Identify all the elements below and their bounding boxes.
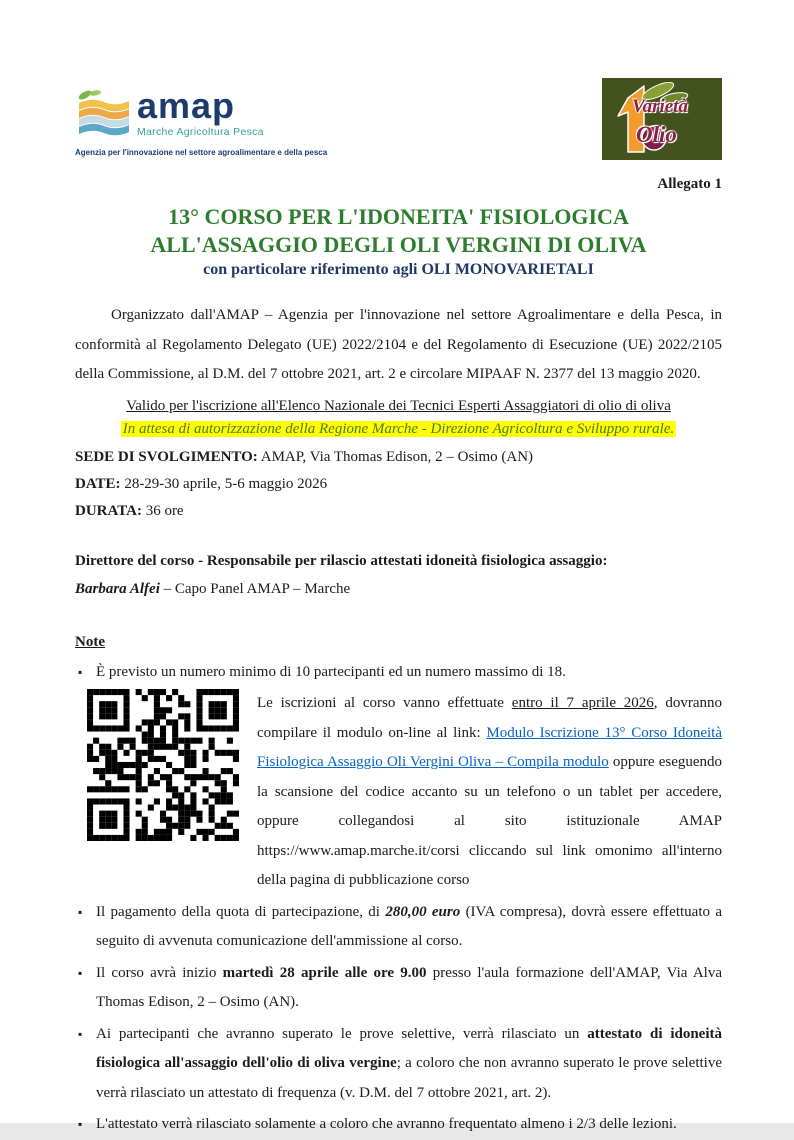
allegato-label: Allegato 1 <box>657 176 722 192</box>
director-role: – Capo Panel AMAP – Marche <box>159 580 351 597</box>
title-block <box>75 203 722 281</box>
list-item: ▪ Il pagamento della quota di partecipazione, di 280,00 euro (IVA compresa), dovrà essere effettuato a seguito di avvenuta comunicazione dell'ammissione al corso. <box>75 898 722 957</box>
director-heading: Direttore del corso - Responsabile per rilascio attestati idoneità fisiologica assaggio: <box>75 552 608 569</box>
varieta-logo-word1: Varietà <box>632 96 688 117</box>
course-subtitle: con particolare riferimento agli OLI MONOVARIETALI <box>203 261 594 278</box>
venue-label: SEDE DI SVOLGIMENTO: <box>75 448 258 465</box>
amap-waves-icon <box>75 88 131 142</box>
varieta-olio-logo <box>602 78 722 160</box>
amap-logo-tagline: Agenzia per l'innovazione nel settore agroalimentare e della pesca <box>75 148 328 157</box>
list-item: ▪ È previsto un numero minimo di 10 partecipanti ed un numero massimo di 18. <box>75 658 722 688</box>
dates-value: 28-29-30 aprile, 5-6 maggio 2026 <box>120 475 328 492</box>
notes-list <box>75 658 722 1140</box>
venue-value: AMAP, Via Thomas Edison, 2 – Osimo (AN) <box>257 448 534 465</box>
registration-paragraph: Le iscrizioni al corso vanno effettuate entro il 7 aprile 2026, dovranno compilare il modulo on-line al link: Modulo Iscrizione 13° Corso Idoneità Fisiologica Assaggio Oli Vergini Oliva – Compila modulo oppure eseguendo la scansione del codice accanto su un telefono o un tablet per accedere, oppure collegandosi al sito istituzionale AMAP https://www.amap.marche.it/corsi cliccando sul link omonimo all'interno della pagina di pubblicazione corso <box>257 695 723 888</box>
course-title-line2: ALL'ASSAGGIO DEGLI OLI VERGINI DI OLIVA <box>150 232 647 257</box>
varieta-logo-word2: Olio <box>636 122 677 147</box>
amap-logo <box>75 85 345 157</box>
director-name: Barbara Alfei <box>75 580 160 597</box>
duration-value: 36 ore <box>141 502 184 519</box>
duration-line <box>75 498 722 525</box>
intro-paragraph: Organizzato dall'AMAP – Agenzia per l'innovazione nel settore Agroalimentare e della Pesca, in conformità al Regolamento Delegato (UE) 2022/2104 e del Regolamento di Esecuzione (UE) 2022/2105 della Commissione, al D.M. del 7 ottobre 2021, art. 2 e circolare MIPAAF N. 2377 del 13 maggio 2020. <box>75 307 722 382</box>
registration-block <box>87 689 722 896</box>
list-item: ▪ Il corso avrà inizio martedì 28 aprile alle ore 9.00 presso l'aula formazione dell'AMAP, Via Alva Thomas Edison, 2 – Osimo (AN). <box>75 959 722 1018</box>
director-section <box>75 547 722 603</box>
pending-authorization-line <box>75 418 722 441</box>
pending-authorization-text: In attesa di autorizzazione della Regione Marche - Direzione Agricoltura e Sviluppo rurale. <box>122 420 675 437</box>
list-item: ▪ L'attestato verrà rilasciato solamente a coloro che avranno frequentato almeno i 2/3 delle lezioni. <box>75 1110 722 1140</box>
amap-wordmark: amap <box>137 85 236 126</box>
course-details <box>75 444 722 525</box>
duration-label: DURATA: <box>75 502 142 519</box>
notes-heading: Note <box>75 633 105 650</box>
header <box>75 70 722 193</box>
registration-form-link[interactable]: Modulo Iscrizione 13° Corso Idoneità Fisiologica Assaggio Oli Vergini Oliva – Compila modulo <box>257 724 722 770</box>
validity-text: Valido per l'iscrizione all'Elenco Nazionale dei Tecnici Esperti Assaggiatori di olio di oliva <box>126 397 671 414</box>
venue-line <box>75 444 722 471</box>
list-item: ▪ Ai partecipanti che avranno superato le prove selettive, verrà rilasciato un attestato di idoneità fisiologica all'assaggio dell'olio di oliva vergine; a coloro che non avranno superato le prove selettive verrà rilasciato un attestato di frequenza (v. D.M. del 7 ottobre 2021, art. 2). <box>75 1020 722 1109</box>
validity-line <box>75 395 722 418</box>
dates-label: DATE: <box>75 475 121 492</box>
qr-code <box>87 689 239 846</box>
header-right <box>602 78 722 193</box>
dates-line <box>75 471 722 498</box>
course-title-line1: 13° CORSO PER L'IDONEITA' FISIOLOGICA <box>168 204 629 229</box>
director-name-line <box>75 575 722 603</box>
amap-logo-subtitle: Marche Agricoltura Pesca <box>137 126 264 138</box>
